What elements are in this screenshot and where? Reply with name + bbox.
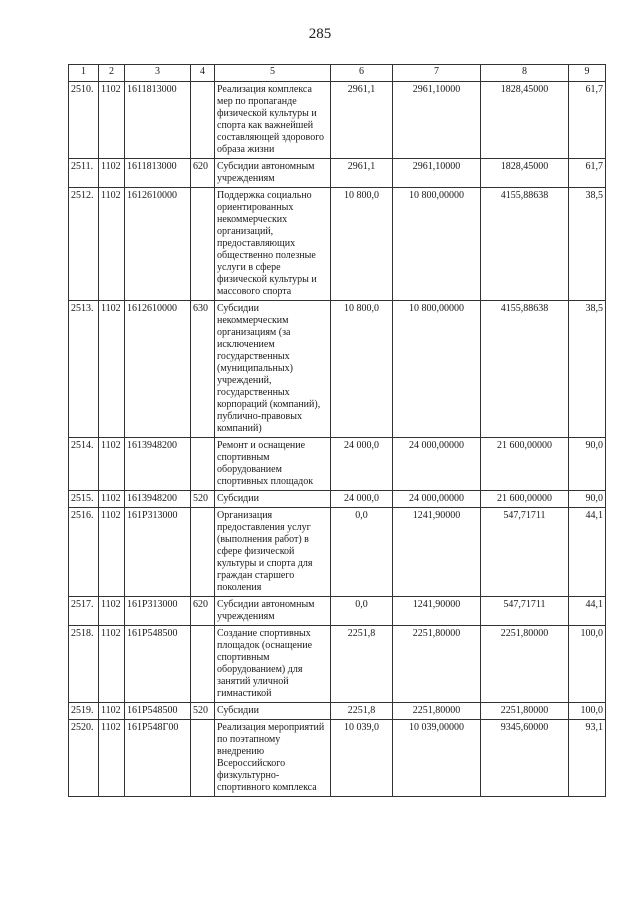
expense-type-code [191,438,215,491]
item-name: Субсидии [215,703,331,720]
target-article-code: 161P548Г00 [125,720,191,797]
row-number: 2513. [69,301,99,438]
column-header-5: 5 [215,65,331,82]
budget-amount: 24 000,00000 [393,438,481,491]
executed-amount: 1828,45000 [481,82,569,159]
row-number: 2512. [69,188,99,301]
execution-percent: 61,7 [569,82,606,159]
budget-amount: 10 800,00000 [393,301,481,438]
row-number: 2517. [69,597,99,626]
row-number: 2510. [69,82,99,159]
executed-amount: 547,71711 [481,508,569,597]
execution-percent: 61,7 [569,159,606,188]
item-name: Организация предоставления услуг (выполнения работ) в сфере физической культуры и спорта для граждан старшего поколения [215,508,331,597]
item-name: Поддержка социально ориентированных некоммерческих организаций, предоставляющих общественно полезные услуги в сфере физической культуры и массового спорта [215,188,331,301]
execution-percent: 38,5 [569,301,606,438]
budget-amount: 24 000,00000 [393,491,481,508]
row-number: 2516. [69,508,99,597]
target-article-code: 1613948200 [125,491,191,508]
executed-amount: 2251,80000 [481,703,569,720]
section-code: 1102 [99,82,125,159]
executed-amount: 21 600,00000 [481,438,569,491]
table-row [69,159,606,188]
item-name: Создание спортивных площадок (оснащение спортивным оборудованием) для занятий уличной гимнастикой [215,626,331,703]
table-row [69,491,606,508]
execution-percent: 100,0 [569,626,606,703]
table-header [69,65,606,82]
row-number: 2518. [69,626,99,703]
column-header-3: 3 [125,65,191,82]
table-row [69,188,606,301]
column-header-7: 7 [393,65,481,82]
header-row [69,65,606,82]
budget-amount: 2961,10000 [393,82,481,159]
budget-amount: 2961,10000 [393,159,481,188]
approved-amount: 10 800,0 [331,301,393,438]
target-article-code: 1611813000 [125,159,191,188]
execution-percent: 44,1 [569,597,606,626]
section-code: 1102 [99,508,125,597]
section-code: 1102 [99,720,125,797]
item-name: Реализация мероприятий по поэтапному внедрению Всероссийского физкультурно-спортивного комплекса [215,720,331,797]
table-row [69,508,606,597]
column-header-2: 2 [99,65,125,82]
table-row [69,597,606,626]
table-row [69,720,606,797]
row-number: 2520. [69,720,99,797]
target-article-code: 1613948200 [125,438,191,491]
column-header-4: 4 [191,65,215,82]
execution-percent: 90,0 [569,491,606,508]
item-name: Реализация комплекса мер по пропаганде физической культуры и спорта как важнейшей составляющей здорового образа жизни [215,82,331,159]
expense-type-code [191,626,215,703]
item-name: Субсидии автономным учреждениям [215,159,331,188]
executed-amount: 21 600,00000 [481,491,569,508]
target-article-code: 1612610000 [125,301,191,438]
executed-amount: 1828,45000 [481,159,569,188]
row-number: 2519. [69,703,99,720]
execution-percent: 90,0 [569,438,606,491]
section-code: 1102 [99,438,125,491]
budget-amount: 2251,80000 [393,626,481,703]
target-article-code: 161P548500 [125,703,191,720]
table-body [69,82,606,797]
section-code: 1102 [99,703,125,720]
page-number: 285 [308,26,332,42]
approved-amount: 10 800,0 [331,188,393,301]
expense-type-code: 620 [191,159,215,188]
section-code: 1102 [99,301,125,438]
budget-amount: 2251,80000 [393,703,481,720]
execution-percent: 38,5 [569,188,606,301]
expense-type-code: 520 [191,491,215,508]
executed-amount: 547,71711 [481,597,569,626]
expense-type-code: 620 [191,597,215,626]
budget-table [68,64,606,797]
section-code: 1102 [99,188,125,301]
budget-amount: 1241,90000 [393,508,481,597]
execution-percent: 44,1 [569,508,606,597]
table-row [69,626,606,703]
target-article-code: 161P313000 [125,508,191,597]
item-name: Субсидии некоммерческим организациям (за исключением государственных (муниципальных) учреждений, государственных корпораций (компаний), публично-правовых компаний) [215,301,331,438]
approved-amount: 2961,1 [331,159,393,188]
column-header-8: 8 [481,65,569,82]
column-header-1: 1 [69,65,99,82]
execution-percent: 100,0 [569,703,606,720]
expense-type-code [191,508,215,597]
row-number: 2514. [69,438,99,491]
table-row [69,703,606,720]
expense-type-code [191,82,215,159]
target-article-code: 161P548500 [125,626,191,703]
section-code: 1102 [99,626,125,703]
target-article-code: 1612610000 [125,188,191,301]
executed-amount: 4155,88638 [481,301,569,438]
section-code: 1102 [99,597,125,626]
column-header-9: 9 [569,65,606,82]
expense-type-code [191,188,215,301]
approved-amount: 2961,1 [331,82,393,159]
expense-type-code: 520 [191,703,215,720]
executed-amount: 4155,88638 [481,188,569,301]
approved-amount: 0,0 [331,508,393,597]
approved-amount: 2251,8 [331,626,393,703]
item-name: Ремонт и оснащение спортивным оборудованием спортивных площадок [215,438,331,491]
expense-type-code: 630 [191,301,215,438]
item-name: Субсидии [215,491,331,508]
item-name: Субсидии автономным учреждениям [215,597,331,626]
row-number: 2515. [69,491,99,508]
expense-type-code [191,720,215,797]
section-code: 1102 [99,159,125,188]
table-row [69,438,606,491]
table-row [69,301,606,438]
approved-amount: 24 000,0 [331,491,393,508]
executed-amount: 9345,60000 [481,720,569,797]
executed-amount: 2251,80000 [481,626,569,703]
approved-amount: 24 000,0 [331,438,393,491]
execution-percent: 93,1 [569,720,606,797]
target-article-code: 1611813000 [125,82,191,159]
table-row [69,82,606,159]
budget-amount: 10 800,00000 [393,188,481,301]
budget-amount: 10 039,00000 [393,720,481,797]
section-code: 1102 [99,491,125,508]
column-header-6: 6 [331,65,393,82]
target-article-code: 161P313000 [125,597,191,626]
approved-amount: 0,0 [331,597,393,626]
approved-amount: 2251,8 [331,703,393,720]
approved-amount: 10 039,0 [331,720,393,797]
budget-amount: 1241,90000 [393,597,481,626]
row-number: 2511. [69,159,99,188]
